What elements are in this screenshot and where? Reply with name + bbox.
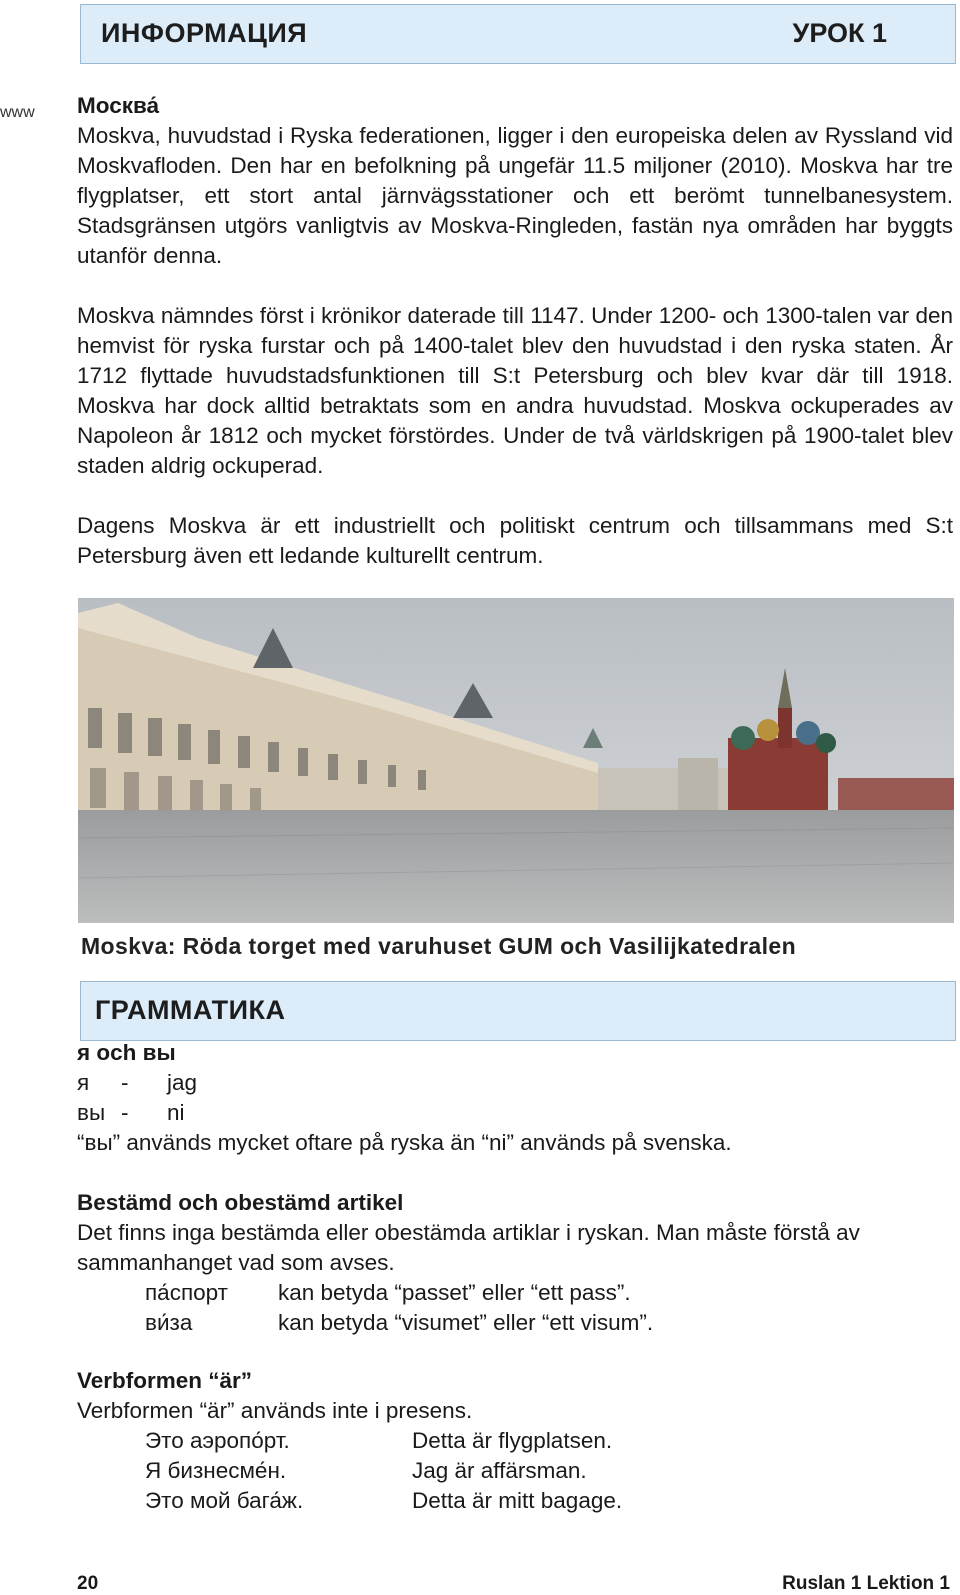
example-ru: Это мой бага́ж.	[145, 1488, 304, 1513]
example-sv: kan betyda “visumet” eller “ett visum”.	[278, 1310, 654, 1335]
verb-text: Verbformen “är” används inte i presens.	[77, 1398, 473, 1423]
moscow-paragraph-3: Dagens Moskva är ett industriellt och politiskt centrum och tillsammans med S:t Petersburg även ett ledande kulturellt centrum.	[77, 513, 953, 568]
example-sv: Jag är affärsman.	[412, 1458, 587, 1483]
example-ru: Я бизнесме́н.	[145, 1458, 287, 1483]
photo-caption: Moskva: Röda torget med varuhuset GUM och Vasilijkatedralen	[81, 933, 797, 959]
article-example	[77, 1308, 953, 1338]
book-title: Ruslan 1 Lektion 1	[782, 1573, 950, 1594]
pronouns-section	[77, 1038, 953, 1158]
pronoun-ru: вы	[77, 1100, 106, 1125]
info-banner	[80, 4, 956, 64]
article-heading: Bestämd och obestämd artikel	[77, 1190, 404, 1215]
moscow-section	[77, 91, 953, 571]
verb-example	[77, 1456, 953, 1486]
section-title: ИНФОРМАЦИЯ	[101, 18, 308, 48]
grammar-banner	[80, 981, 956, 1041]
example-sv: Detta är flygplatsen.	[412, 1428, 613, 1453]
lesson-label: УРОК 1	[792, 18, 887, 48]
verb-heading: Verbformen “är”	[77, 1368, 253, 1393]
example-ru: па́спорт	[145, 1280, 228, 1305]
pronoun-dash: -	[121, 1100, 129, 1125]
pronoun-row	[77, 1098, 953, 1128]
red-square-illustration	[78, 598, 954, 923]
page-number: 20	[77, 1573, 99, 1594]
pronoun-ru: я	[77, 1070, 90, 1095]
example-sv: kan betyda “passet” eller “ett pass”.	[278, 1280, 631, 1305]
moscow-paragraph-2: Moskva nämndes först i krönikor daterade till 1147. Under 1200- och 1300-talen var den hemvist för ryska furstar och på 1400-talet blev den huvudstad i den ryska staten. År 1712 flyttade huvudstadsfunktionen till S:t Petersburg och blev kvar där till 1918. Moskva har dock alltid betraktats som en andra huvudstad. Moskva ockuperades av Napoleon år 1812 och mycket förstördes. Under de två världskrigen på 1900-talet blev staden aldrig ockuperad.	[77, 303, 953, 478]
example-ru: Это аэропо́рт.	[145, 1428, 290, 1453]
red-square-photo	[78, 598, 954, 923]
pronoun-dash: -	[121, 1070, 129, 1095]
www-margin-note: www	[0, 104, 35, 121]
pronoun-row	[77, 1068, 953, 1098]
example-sv: Detta är mitt bagage.	[412, 1488, 623, 1513]
article-text: Det finns inga bestämda eller obestämda artiklar i ryskan. Man måste förstå av sammanhanget vad som avses.	[77, 1220, 860, 1275]
article-section	[77, 1188, 953, 1338]
pronoun-sv: ni	[167, 1100, 185, 1125]
pronoun-note: “вы” används mycket oftare på ryska än “ni” används på svenska.	[77, 1130, 732, 1155]
pronoun-sv: jag	[167, 1070, 198, 1095]
verb-example	[77, 1426, 953, 1456]
grammar-title: ГРАММАТИКА	[95, 995, 286, 1025]
moscow-paragraph-1: Moskva, huvudstad i Ryska federationen, ligger i den europeiska delen av Ryssland vid Moskvafloden. Den har en befolkning på ungefär 11.5 miljoner (2010). Moskva har tre flygplatser, ett stort antal järnvägsstationer och ett berömt tunnelbanesystem. Stadsgränsen utgörs vanligtvis av Moskva-Ringleden, fastän nya områden har byggts utanför denna.	[77, 123, 953, 268]
example-ru: ви́за	[145, 1310, 193, 1335]
verb-example	[77, 1486, 953, 1516]
verb-section	[77, 1366, 953, 1516]
moscow-heading: Москва́	[77, 93, 160, 118]
article-example	[77, 1278, 953, 1308]
pronouns-heading: я och вы	[77, 1040, 176, 1065]
